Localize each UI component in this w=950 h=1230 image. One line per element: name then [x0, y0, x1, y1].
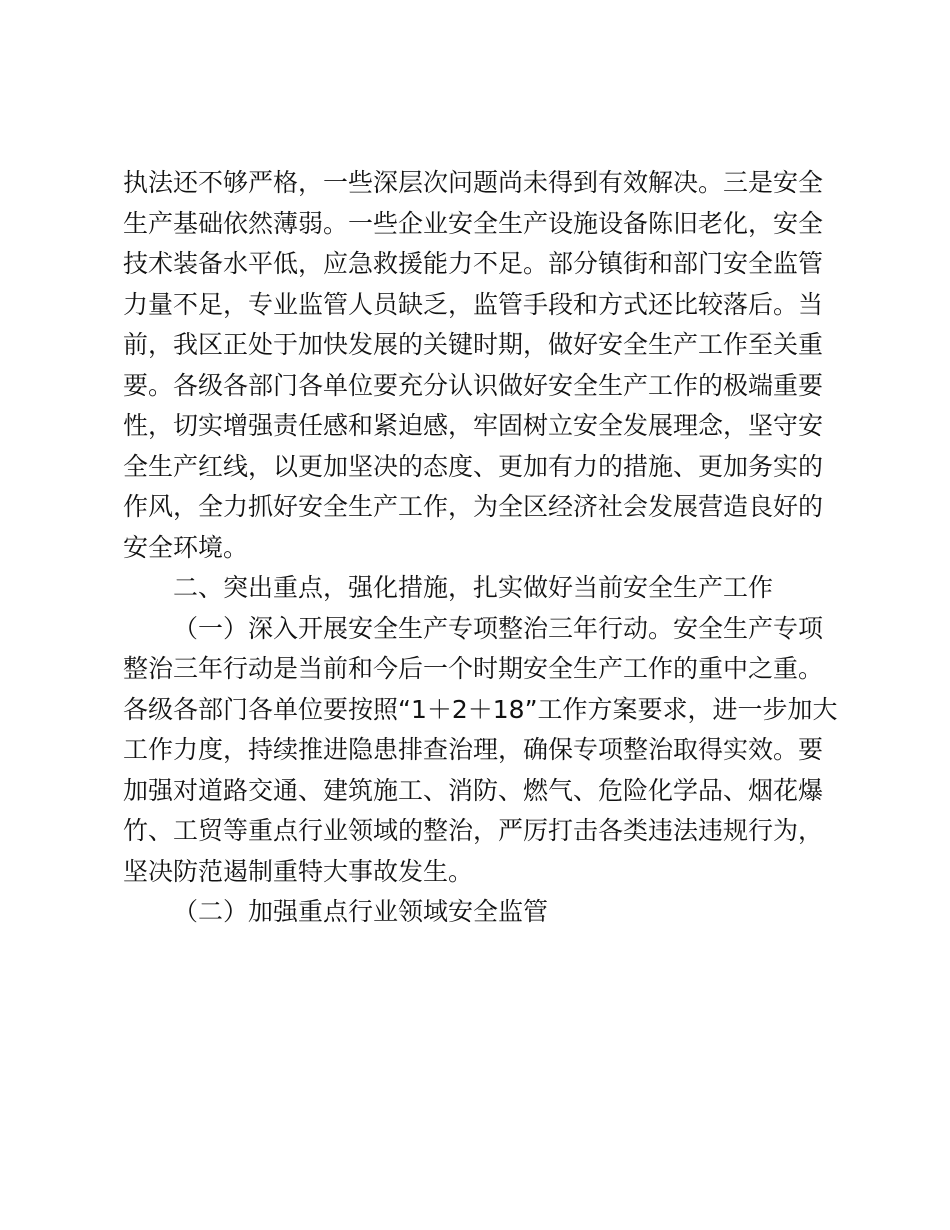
paragraph-line: 要。各级各部门各单位要充分认识做好安全生产工作的极端重要: [123, 370, 824, 400]
paragraph-line: 力量不足，专业监管人员缺乏，监管手段和方式还比较落后。当: [123, 289, 824, 319]
paragraph-line: 加强对道路交通、建筑施工、消防、燃气、危险化学品、烟花爆: [123, 775, 824, 805]
paragraph-line: 技术装备水平低，应急救援能力不足。部分镇街和部门安全监管: [123, 249, 824, 278]
paragraph-line: （一）深入开展安全生产专项整治三年行动。安全生产专项: [173, 613, 824, 643]
paragraph-line: 全生产红线，以更加坚决的态度、更加有力的措施、更加务实的: [123, 451, 824, 481]
subsection-heading: （二）加强重点行业领域安全监管: [173, 897, 549, 926]
paragraph-line: 作风，全力抓好安全生产工作，为全区经济社会发展营造良好的: [123, 492, 824, 521]
paragraph-line: 坚决防范遏制重特大事故发生。: [123, 856, 474, 886]
paragraph-line: 安全环境。: [123, 532, 249, 562]
section-heading: 二、突出重点，强化措施，扎实做好当前安全生产工作: [173, 573, 774, 602]
paragraph-line: 前，我区正处于加快发展的关键时期，做好安全生产工作至关重: [123, 330, 824, 359]
document-body: [123, 163, 838, 933]
paragraph-line: 竹、工贸等重点行业领域的整治，严厉打击各类违法违规行为，: [123, 816, 824, 845]
paragraph-line: 生产基础依然薄弱。一些企业安全生产设施设备陈旧老化，安全: [123, 208, 824, 238]
paragraph-line: 整治三年行动是当前和今后一个时期安全生产工作的重中之重。: [123, 654, 824, 683]
paragraph-line: 执法还不够严格，一些深层次问题尚未得到有效解决。三是安全: [123, 168, 824, 197]
paragraph-line: 性，切实增强责任感和紧迫感，牢固树立安全发展理念，坚守安: [123, 411, 824, 440]
paragraph-line: 各级各部门各单位要按照“1＋2＋18”工作方案要求，进一步加大: [123, 694, 838, 724]
paragraph-line: 工作力度，持续推进隐患排查治理，确保专项整治取得实效。要: [123, 735, 824, 764]
